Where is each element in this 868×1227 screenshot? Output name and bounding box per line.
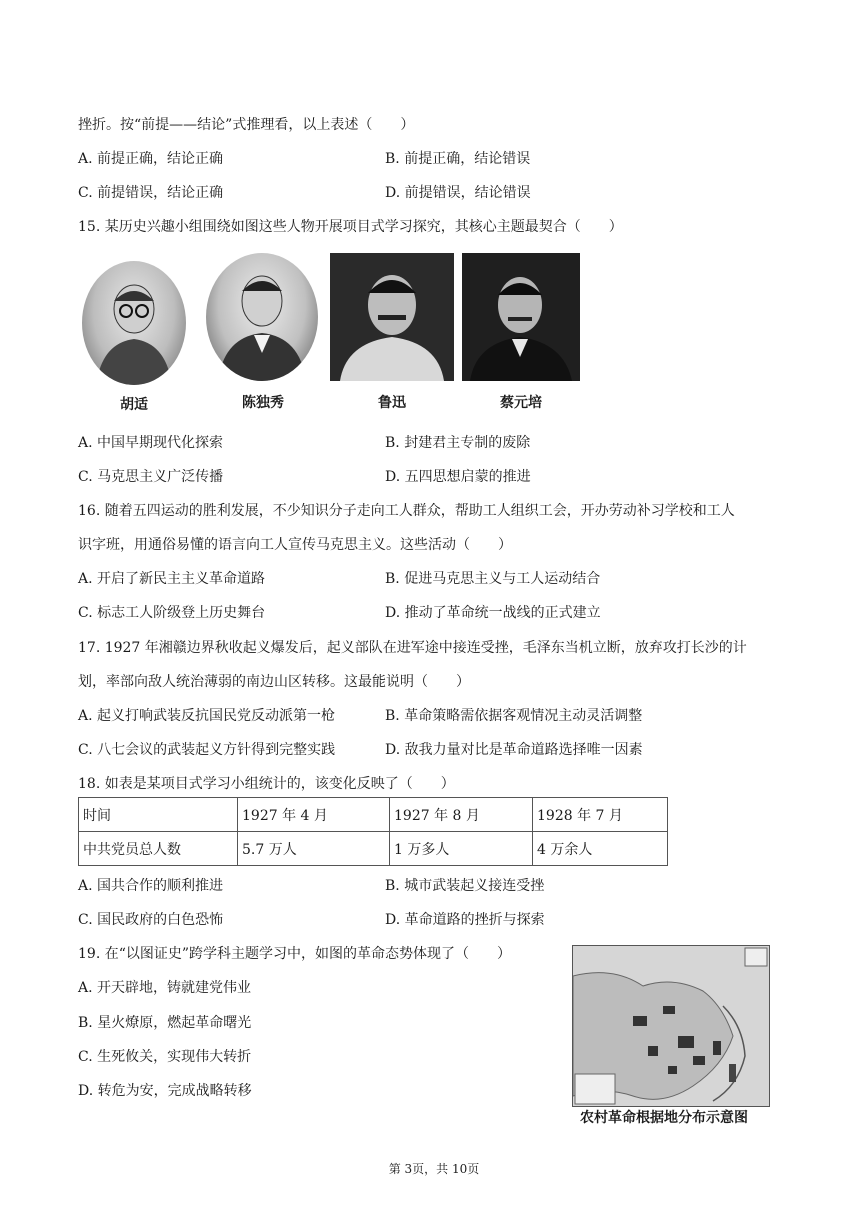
caption-lu-xun: 鲁迅 [378, 395, 406, 411]
q18-option-b: B. 城市武装起义接连受挫 [385, 878, 545, 894]
q14-option-c: C. 前提错误，结论正确 [78, 185, 224, 201]
table-cell: 中共党员总人数 [79, 832, 238, 866]
q17-stem-line1: 17. 1927 年湘赣边界秋收起义爆发后，起义部队在进军途中接连受挫，毛泽东当机立断，放弃攻打长沙的计 [78, 640, 747, 656]
q16-option-b: B. 促进马克思主义与工人运动结合 [385, 571, 601, 587]
portrait-lu-xun [330, 253, 454, 381]
q14-option-d: D. 前提错误，结论错误 [385, 185, 531, 201]
caption-hu-shi: 胡适 [120, 397, 148, 413]
portrait-hu-shi [82, 261, 186, 385]
q14-option-b: B. 前提正确，结论错误 [385, 151, 531, 167]
q17-option-c: C. 八七会议的武装起义方针得到完整实践 [78, 742, 336, 758]
q17-stem-line2: 划，率部向敌人统治薄弱的南边山区转移。这最能说明（ ） [78, 674, 470, 690]
q15-option-b: B. 封建君主专制的废除 [385, 435, 531, 451]
map-caption: 农村革命根据地分布示意图 [580, 1110, 748, 1126]
caption-cai-yuanpei: 蔡元培 [500, 395, 542, 411]
q16-stem-line2: 识字班，用通俗易懂的语言向工人宣传马克思主义。这些活动（ ） [78, 537, 512, 553]
table-header-cell: 1927 年 4 月 [238, 798, 390, 832]
q18-option-d: D. 革命道路的挫折与探索 [385, 912, 545, 928]
q16-option-c: C. 标志工人阶级登上历史舞台 [78, 605, 266, 621]
q19-stem: 19. 在“以图证史”跨学科主题学习中，如图的革命态势体现了（ ） [78, 946, 512, 962]
table-cell: 5.7 万人 [238, 832, 390, 866]
q19-option-b: B. 星火燎原，燃起革命曙光 [78, 1015, 252, 1031]
q14-stem: 挫折。按“前提——结论”式推理看，以上表述（ ） [78, 117, 415, 133]
q19-option-a: A. 开天辟地，铸就建党伟业 [78, 980, 252, 996]
q15-stem: 15. 某历史兴趣小组围绕如图这些人物开展项目式学习探究，其核心主题最契合（ ） [78, 219, 623, 235]
table-header-cell: 1927 年 8 月 [390, 798, 533, 832]
q16-option-a: A. 开启了新民主主义革命道路 [78, 571, 266, 587]
q19-option-c: C. 生死攸关，实现伟大转折 [78, 1049, 252, 1065]
q18-option-a: A. 国共合作的顺利推进 [78, 878, 224, 894]
q17-option-a: A. 起义打响武装反抗国民党反动派第一枪 [78, 708, 336, 724]
q15-option-c: C. 马克思主义广泛传播 [78, 469, 224, 485]
portrait-cai-yuanpei [462, 253, 580, 381]
base-area-map [572, 945, 770, 1107]
table-cell: 4 万余人 [533, 832, 668, 866]
page-footer: 第 3页，共 10页 [388, 1162, 480, 1176]
table-header-row [79, 798, 668, 832]
q14-option-a: A. 前提正确，结论正确 [78, 151, 224, 167]
q18-stem: 18. 如表是某项目式学习小组统计的，该变化反映了（ ） [78, 776, 455, 792]
party-membership-table [78, 797, 668, 866]
q15-option-a: A. 中国早期现代化探索 [78, 435, 224, 451]
portrait-chen-duxiu [206, 253, 318, 381]
caption-chen-duxiu: 陈独秀 [242, 395, 284, 411]
table-header-cell: 时间 [79, 798, 238, 832]
table-header-cell: 1928 年 7 月 [533, 798, 668, 832]
table-cell: 1 万多人 [390, 832, 533, 866]
q18-option-c: C. 国民政府的白色恐怖 [78, 912, 224, 928]
q17-option-b: B. 革命策略需依据客观情况主动灵活调整 [385, 708, 643, 724]
q16-stem-line1: 16. 随着五四运动的胜利发展，不少知识分子走向工人群众，帮助工人组织工会，开办劳动补习学校和工人 [78, 503, 735, 519]
q17-option-d: D. 敌我力量对比是革命道路选择唯一因素 [385, 742, 643, 758]
q16-option-d: D. 推动了革命统一战线的正式建立 [385, 605, 601, 621]
q19-option-d: D. 转危为安，完成战略转移 [78, 1083, 252, 1099]
q15-option-d: D. 五四思想启蒙的推进 [385, 469, 531, 485]
table-row [79, 832, 668, 866]
